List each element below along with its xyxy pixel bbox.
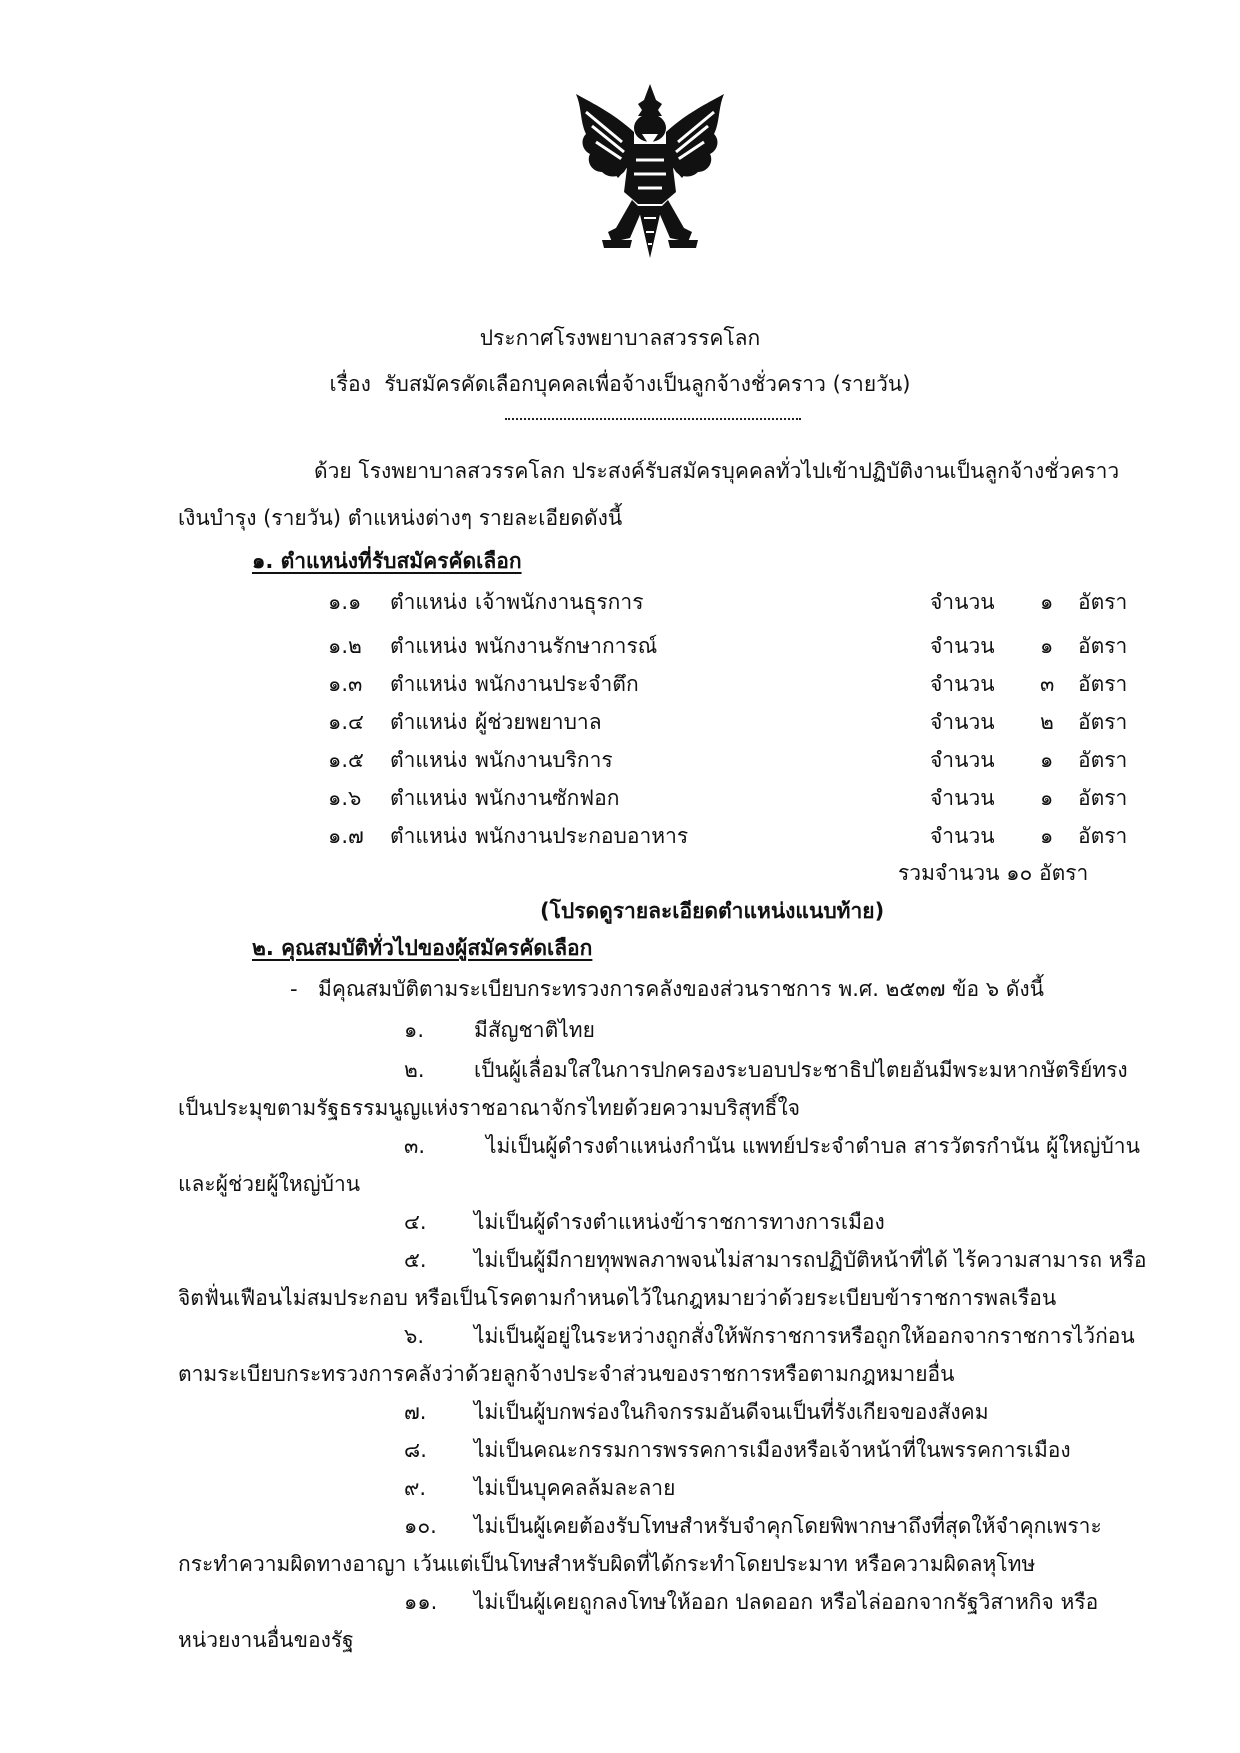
position-row	[328, 706, 1128, 734]
position-quantity: ๑	[1040, 590, 1054, 614]
qualification-number: ๑.	[404, 1018, 425, 1042]
position-label: ตำแหน่ง	[390, 710, 468, 734]
unit-label: อัตรา	[1078, 634, 1128, 658]
qualification-number: ๑๑.	[404, 1590, 438, 1614]
position-label: ตำแหน่ง	[390, 748, 468, 772]
count-label: จำนวน	[930, 748, 995, 772]
intro-line-1: ด้วย โรงพยาบาลสวรรคโลก ประสงค์รับสมัครบุคคลทั่วไปเข้าปฏิบัติงานเป็นลูกจ้างชั่วคราว	[314, 459, 1120, 483]
position-label: ตำแหน่ง	[390, 590, 468, 614]
qualification-number: ๙.	[404, 1476, 427, 1500]
qualification-text: ไม่เป็นคณะกรรมการพรรคการเมืองหรือเจ้าหน้าที่ในพรรคการเมือง	[474, 1438, 1071, 1462]
qualification-text: ไม่เป็นผู้เคยต้องรับโทษสำหรับจำคุกโดยพิพากษาถึงที่สุดให้จำคุกเพราะ	[474, 1514, 1102, 1538]
qualification-number: ๒.	[404, 1058, 425, 1082]
position-label: ตำแหน่ง	[390, 786, 468, 810]
section-2-heading: ๒. คุณสมบัติทั่วไปของผู้สมัครคัดเลือก	[252, 936, 593, 960]
unit-label: อัตรา	[1078, 748, 1128, 772]
qualification-text: มีสัญชาติไทย	[474, 1018, 595, 1042]
section-1-heading: ๑. ตำแหน่งที่รับสมัครคัดเลือก	[252, 549, 522, 573]
unit-label: อัตรา	[1078, 590, 1128, 614]
position-name: พนักงานประจำตึก	[475, 672, 639, 696]
qualifications-lead: มีคุณสมบัติตามระเบียบกระทรวงการคลังของส่วนราชการ พ.ศ. ๒๕๓๗ ข้อ ๖ ดังนี้	[318, 977, 1044, 1001]
count-label: จำนวน	[930, 634, 995, 658]
position-label: ตำแหน่ง	[390, 634, 468, 658]
position-quantity: ๑	[1040, 748, 1054, 772]
qualification-continuation: และผู้ช่วยผู้ใหญ่บ้าน	[178, 1172, 361, 1196]
garuda-emblem	[572, 82, 728, 262]
qualification-number: ๖.	[404, 1324, 425, 1348]
subject-text: รับสมัครคัดเลือกบุคคลเพื่อจ้างเป็นลูกจ้างชั่วคราว (รายวัน)	[384, 372, 911, 396]
position-number: ๑.๗	[328, 824, 364, 848]
position-label: ตำแหน่ง	[390, 824, 468, 848]
qualification-text: ไม่เป็นผู้ดำรงตำแหน่งกำนัน แพทย์ประจำตำบล สารวัตรกำนัน ผู้ใหญ่บ้าน	[486, 1134, 1140, 1158]
position-number: ๑.๑	[328, 590, 362, 614]
intro-line-2: เงินบำรุง (รายวัน) ตำแหน่งต่างๆ รายละเอียดดังนี้	[178, 506, 623, 530]
position-row	[328, 744, 1128, 772]
qualification-text: ไม่เป็นผู้มีกายทุพพลภาพจนไม่สามารถปฏิบัติหน้าที่ได้ ไร้ความสามารถ หรือ	[474, 1248, 1147, 1272]
qualification-number: ๕.	[404, 1248, 427, 1272]
positions-note: (โปรดดูรายละเอียดตำแหน่งแนบท้าย)	[540, 899, 885, 923]
position-row	[328, 586, 1128, 614]
qualification-continuation: จิตฟั่นเฟือนไม่สมประกอบ หรือเป็นโรคตามกำหนดไว้ในกฎหมายว่าด้วยระเบียบข้าราชการพลเรือน	[178, 1286, 1057, 1310]
qualification-continuation: ตามระเบียบกระทรวงการคลังว่าด้วยลูกจ้างประจำส่วนของราชการหรือตามกฎหมายอื่น	[178, 1362, 955, 1386]
count-label: จำนวน	[930, 672, 995, 696]
unit-label: อัตรา	[1078, 672, 1128, 696]
position-quantity: ๑	[1040, 824, 1054, 848]
subject-label: เรื่อง	[329, 372, 371, 396]
qualification-number: ๘.	[404, 1438, 427, 1462]
announcement-subject	[0, 368, 1240, 401]
announcement-title: ประกาศโรงพยาบาลสวรรคโลก	[479, 326, 761, 350]
position-number: ๑.๔	[328, 710, 364, 734]
qualification-continuation: เป็นประมุขตามรัฐธรรมนูญแห่งราชอาณาจักรไทยด้วยความบริสุทธิ์ใจ	[178, 1096, 801, 1120]
count-label: จำนวน	[930, 710, 995, 734]
qualification-number: ๑๐.	[404, 1514, 437, 1538]
position-row	[328, 668, 1128, 696]
qualification-text: ไม่เป็นผู้ดำรงตำแหน่งข้าราชการทางการเมือง	[474, 1210, 885, 1234]
positions-total: รวมจำนวน ๑๐ อัตรา	[898, 861, 1089, 885]
qualification-number: ๓.	[404, 1134, 426, 1158]
qualification-continuation: กระทำความผิดทางอาญา เว้นแต่เป็นโทษสำหรับผิดที่ได้กระทำโดยประมาท หรือความผิดลหุโทษ	[178, 1552, 1036, 1576]
position-name: พนักงานบริการ	[475, 748, 613, 772]
count-label: จำนวน	[930, 824, 995, 848]
position-number: ๑.๒	[328, 634, 362, 658]
position-name: พนักงานซักฟอก	[475, 786, 620, 810]
unit-label: อัตรา	[1078, 786, 1128, 810]
qualification-number: ๗.	[404, 1400, 427, 1424]
qualification-text: ไม่เป็นผู้อยู่ในระหว่างถูกสั่งให้พักราชการหรือถูกให้ออกจากราชการไว้ก่อน	[474, 1324, 1135, 1348]
position-label: ตำแหน่ง	[390, 672, 468, 696]
qualification-text: ไม่เป็นผู้เคยถูกลงโทษให้ออก ปลดออก หรือไล่ออกจากรัฐวิสาหกิจ หรือ	[474, 1590, 1099, 1614]
position-number: ๑.๕	[328, 748, 364, 772]
position-quantity: ๒	[1040, 710, 1054, 734]
position-name: เจ้าพนักงานธุรการ	[475, 590, 644, 614]
position-quantity: ๑	[1040, 634, 1054, 658]
unit-label: อัตรา	[1078, 710, 1128, 734]
position-number: ๑.๓	[328, 672, 363, 696]
position-row	[328, 782, 1128, 810]
position-number: ๑.๖	[328, 786, 362, 810]
qualification-number: ๔.	[404, 1210, 427, 1234]
unit-label: อัตรา	[1078, 824, 1128, 848]
qualification-text: ไม่เป็นบุคคลล้มละลาย	[474, 1476, 676, 1500]
position-name: พนักงานประกอบอาหาร	[475, 824, 689, 848]
position-row	[328, 820, 1128, 848]
count-label: จำนวน	[930, 786, 995, 810]
position-name: พนักงานรักษาการณ์	[475, 634, 658, 658]
position-name: ผู้ช่วยพยาบาล	[475, 710, 602, 734]
position-quantity: ๓	[1040, 672, 1055, 696]
qualification-text: เป็นผู้เลื่อมใสในการปกครองระบอบประชาธิปไตยอันมีพระมหากษัตริย์ทรง	[474, 1058, 1128, 1082]
bullet-dash: -	[290, 977, 298, 1001]
qualification-text: ไม่เป็นผู้บกพร่องในกิจกรรมอันดีจนเป็นที่รังเกียจของสังคม	[474, 1400, 989, 1424]
qualification-continuation: หน่วยงานอื่นของรัฐ	[178, 1628, 354, 1652]
position-row	[328, 630, 1128, 658]
position-quantity: ๑	[1040, 786, 1054, 810]
count-label: จำนวน	[930, 590, 995, 614]
dotted-divider	[505, 418, 801, 420]
